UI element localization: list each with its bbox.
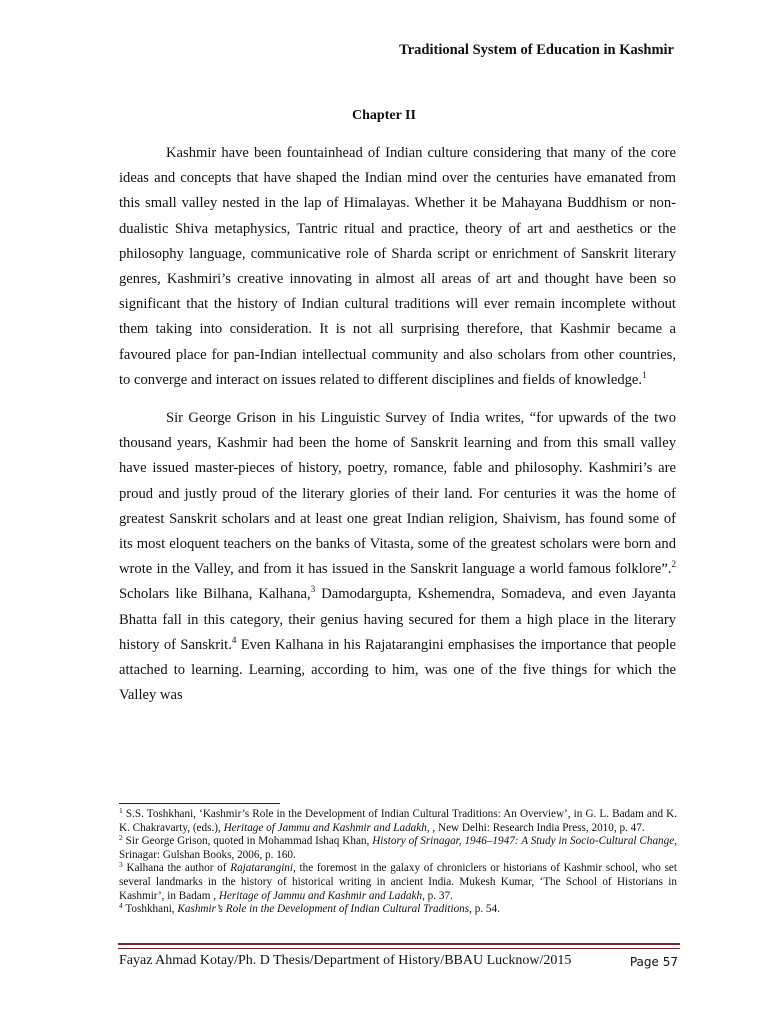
footnote-number: 2 bbox=[119, 833, 123, 843]
footnote-number: 3 bbox=[119, 860, 123, 870]
footer-rule-thin bbox=[118, 948, 680, 949]
footnote-text: , p. 37. bbox=[422, 889, 453, 902]
paragraph-2-part-3: Damodargupta, Kshemendra, Somadeva, and even Jayanta Bhatta fall in this category, their genius having secured for them a high place in the literary history of Sanskrit. bbox=[119, 586, 676, 653]
footnote-1 bbox=[119, 808, 677, 835]
footnote-ref-4: 4 bbox=[231, 634, 237, 645]
footnote-text: Kalhana the author of bbox=[126, 862, 231, 875]
footnote-2 bbox=[119, 835, 677, 862]
footnote-text: Toshkhani, bbox=[125, 903, 178, 916]
footer-rule-thick bbox=[118, 943, 680, 945]
footer-rule bbox=[118, 943, 680, 949]
footnote-3 bbox=[119, 862, 677, 903]
footnote-text: , the foremost in the galaxy of chroniclers or historians of Kashmir school, who set several landmarks in the history of historical writing in ancient India. Mukesh Kumar, ‘The School of Historians in Kashmir’, in Badam , bbox=[119, 862, 678, 902]
footnote-text: S.S. Toshkhani, ‘Kashmir’s Role in the Development of Indian Cultural Traditions: An Overview’, in G. L. Badam and K. K. Chakravarty, (eds.), bbox=[119, 808, 678, 834]
page-number: Page 57 bbox=[629, 955, 678, 969]
paragraph-1 bbox=[119, 141, 676, 393]
paragraph-2-part-1: Sir George Grison in his Linguistic Survey of India writes, “for upwards of the two thousand years, Kashmir had been the home of Sanskrit learning and from this small valley have issued master-pieces of history, poetry, romance, fable and philosophy. Kashmiri’s are proud and justly proud of the literary glories of their land. For centuries it was the home of greatest Sanskrit scholars and at least one great Indian religion, Shaivism, has found some of its most eloquent teachers on the banks of Vitasta, some of the greatest scholars were born and wrote in the Valley, and from it has issued in the Sanskrit language a world famous folklore”. bbox=[119, 410, 676, 578]
paragraph-2 bbox=[119, 406, 676, 708]
footnote-title: Kashmir’s Role in the Development of Indian Cultural Traditions bbox=[177, 903, 470, 916]
footnote-ref-2: 2 bbox=[671, 559, 676, 570]
footnote-4 bbox=[119, 903, 677, 917]
footnote-title: History of Srinagar, 1946–1947: A Study in Socio-Cultural Change, bbox=[372, 835, 678, 848]
footnote-text: , p. 54. bbox=[469, 903, 500, 916]
footnote-ref-3: 3 bbox=[310, 584, 316, 595]
paragraph-2-part-4: Even Kalhana in his Rajatarangini emphasises the importance that people attached to learning. Learning, according to him, was one of the five things for which the Valley was bbox=[119, 636, 677, 704]
chapter-title: Chapter II bbox=[352, 108, 416, 123]
footnote-ref-1: 1 bbox=[642, 369, 647, 380]
running-header: Traditional System of Education in Kashmir bbox=[399, 42, 674, 58]
footnote-text: Sir George Grison, quoted in Mohammad Ishaq Khan, bbox=[125, 835, 373, 848]
footnote-text: Srinagar: Gulshan Books, 2006, p. 160. bbox=[119, 848, 296, 861]
paragraph-1-text: Kashmir have been fountainhead of Indian culture considering that many of the core ideas and concepts that have shaped the Indian mind over the centuries have emanated from this small valley nested in the lap of Himalayas. Whether it be Mahayana Buddhism or non-dualistic Shiva metaphysics, Tantric ritual and practice, theory of art and aesthetics or the philosophy language, communicative role of Sharda script or enrichment of Sanskrit literary genres, Kashmiri’s creative innovating in almost all areas of art and thought have been so significant that the history of Indian cultural traditions will ever remain incomplete without them taking into consideration. It is not all surprising therefore, that Kashmir became a favoured place for pan-Indian intellectual community and also scholars from other countries, to converge and interact on issues related to different disciplines and fields of knowledge. bbox=[119, 145, 676, 388]
footnote-text: , , New Delhi: Research India Press, 2010, p. 47. bbox=[426, 821, 645, 834]
footnote-number: 4 bbox=[119, 901, 123, 911]
footnotes bbox=[119, 808, 677, 917]
body-text bbox=[119, 141, 676, 720]
footer-credit: Fayaz Ahmad Kotay/Ph. D Thesis/Department of History/BBAU Lucknow/2015 bbox=[119, 953, 572, 968]
footnote-number: 1 bbox=[119, 806, 123, 815]
paragraph-2-part-2: Scholars like Bilhana, Kalhana, bbox=[119, 586, 311, 603]
footnote-title: Rajatarangini bbox=[230, 862, 294, 875]
footnote-title: Heritage of Jammu and Kashmir and Ladakh bbox=[223, 821, 427, 834]
footnote-separator bbox=[119, 803, 280, 804]
footnote-title: Heritage of Jammu and Kashmir and Ladakh bbox=[218, 889, 423, 902]
